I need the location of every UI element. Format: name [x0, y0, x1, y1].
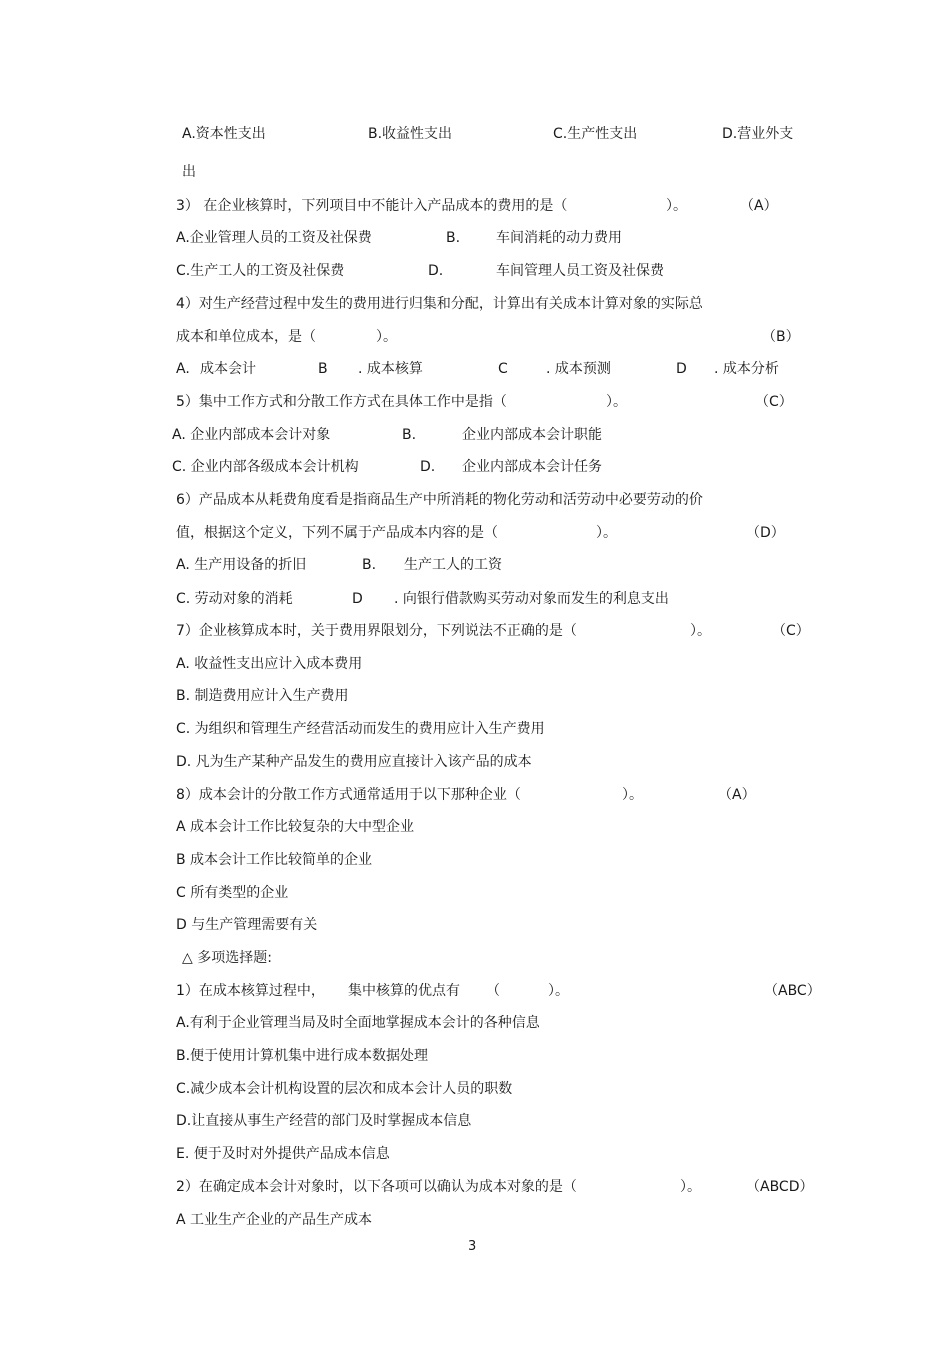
text-segment: A. 企业内部成本会计对象	[172, 427, 331, 443]
text-segment: D.让直接从事生产经营的部门及时掌握成本信息	[176, 1113, 472, 1129]
text-segment: ）。	[690, 623, 711, 639]
text-segment: ）。	[606, 394, 627, 410]
text-segment: B. 制造费用应计入生产费用	[176, 688, 349, 704]
text-segment: 1）在成本核算过程中，	[176, 983, 325, 999]
text-segment: A. 收益性支出应计入成本费用	[176, 656, 363, 672]
text-segment: . 向银行借款购买劳动对象而发生的利息支出	[394, 591, 669, 607]
text-segment: ）。	[376, 329, 397, 345]
text-segment: B.	[362, 557, 377, 573]
text-segment: ）。	[596, 525, 617, 541]
text-segment: ）。	[680, 1179, 701, 1195]
text-segment: C 所有类型的企业	[176, 885, 289, 901]
text-segment: 5）集中工作方式和分散工作方式在具体工作中是指（	[176, 394, 507, 410]
text-segment: 2）在确定成本会计对象时，以下各项可以确认为成本对象的是（	[176, 1179, 577, 1195]
text-segment: C.生产性支出	[553, 126, 638, 142]
text-segment: 企业内部成本会计任务	[462, 459, 602, 475]
text-segment: （ABC）	[764, 983, 821, 999]
text-segment: C.生产工人的工资及社保费	[176, 263, 345, 279]
text-segment: D	[676, 361, 687, 377]
text-segment: E. 便于及时对外提供产品成本信息	[176, 1146, 390, 1162]
text-segment: ）。	[548, 983, 569, 999]
text-segment: D 与生产管理需要有关	[176, 917, 318, 933]
text-segment: C. 企业内部各级成本会计机构	[172, 459, 359, 475]
page-number: 3	[468, 1239, 477, 1254]
text-segment: A.	[176, 361, 190, 377]
text-segment: D	[352, 591, 363, 607]
text-segment: 7）企业核算成本时，关于费用界限划分，下列说法不正确的是（	[176, 623, 577, 639]
text-segment: 生产工人的工资	[404, 557, 502, 573]
text-segment: B.	[446, 230, 461, 246]
text-segment: ）。	[622, 787, 643, 803]
text-segment: 车间管理人员工资及社保费	[496, 263, 664, 279]
text-segment: （A）	[740, 198, 778, 214]
text-segment: （A）	[718, 787, 756, 803]
text-segment: 成本和单位成本，是（	[176, 329, 316, 345]
text-segment: . 成本预测	[546, 361, 611, 377]
text-segment: C	[498, 361, 508, 377]
text-segment: A 成本会计工作比较复杂的大中型企业	[176, 819, 415, 835]
text-segment: 车间消耗的动力费用	[496, 230, 622, 246]
text-segment: （C）	[772, 623, 810, 639]
text-segment: A 工业生产企业的产品生产成本	[176, 1212, 373, 1228]
text-segment: （D）	[746, 525, 785, 541]
text-segment: A. 生产用设备的折旧	[176, 557, 307, 573]
text-segment: A.企业管理人员的工资及社保费	[176, 230, 372, 246]
text-segment: A.有利于企业管理当局及时全面地掌握成本会计的各种信息	[176, 1015, 540, 1031]
text-segment: 8）成本会计的分散工作方式通常适用于以下那种企业（	[176, 787, 521, 803]
text-segment: A.资本性支出	[182, 126, 266, 142]
text-segment: D.	[420, 459, 436, 475]
text-segment: （C）	[755, 394, 793, 410]
text-segment: 集中核算的优点有	[348, 983, 460, 999]
text-segment: C. 为组织和管理生产经营活动而发生的费用应计入生产费用	[176, 721, 545, 737]
text-segment: B.	[402, 427, 417, 443]
text-segment: B.便于使用计算机集中进行成本数据处理	[176, 1048, 429, 1064]
text-segment: . 成本分析	[714, 361, 779, 377]
text-segment: 企业内部成本会计职能	[462, 427, 602, 443]
text-segment: （	[486, 983, 500, 999]
text-segment: ）。	[666, 198, 687, 214]
text-segment: B.收益性支出	[368, 126, 453, 142]
text-segment: D.营业外支	[722, 126, 794, 142]
text-segment: C. 劳动对象的消耗	[176, 591, 293, 607]
text-segment: 4）对生产经营过程中发生的费用进行归集和分配，计算出有关成本计算对象的实际总	[176, 296, 703, 312]
text-segment: （B）	[762, 329, 800, 345]
text-segment: D. 凡为生产某种产品发生的费用应直接计入该产品的成本	[176, 754, 532, 770]
text-segment: 6）产品成本从耗费角度看是指商品生产中所消耗的物化劳动和活劳动中必要劳动的价	[176, 492, 703, 508]
text-segment: （ABCD）	[746, 1179, 814, 1195]
text-segment: . 成本核算	[358, 361, 423, 377]
text-segment: C.减少成本会计机构设置的层次和成本会计人员的职数	[176, 1081, 513, 1097]
text-segment: B	[318, 361, 328, 377]
text-segment: 成本会计	[200, 361, 256, 377]
text-segment: B 成本会计工作比较简单的企业	[176, 852, 373, 868]
text-segment: △ 多项选择题:	[182, 950, 272, 966]
text-segment: 3） 在企业核算时，下列项目中不能计入产品成本的费用的是（	[176, 198, 568, 214]
text-segment: 值，根据这个定义，下列不属于产品成本内容的是（	[176, 525, 498, 541]
text-segment: 出	[182, 164, 196, 180]
text-segment: D.	[428, 263, 444, 279]
